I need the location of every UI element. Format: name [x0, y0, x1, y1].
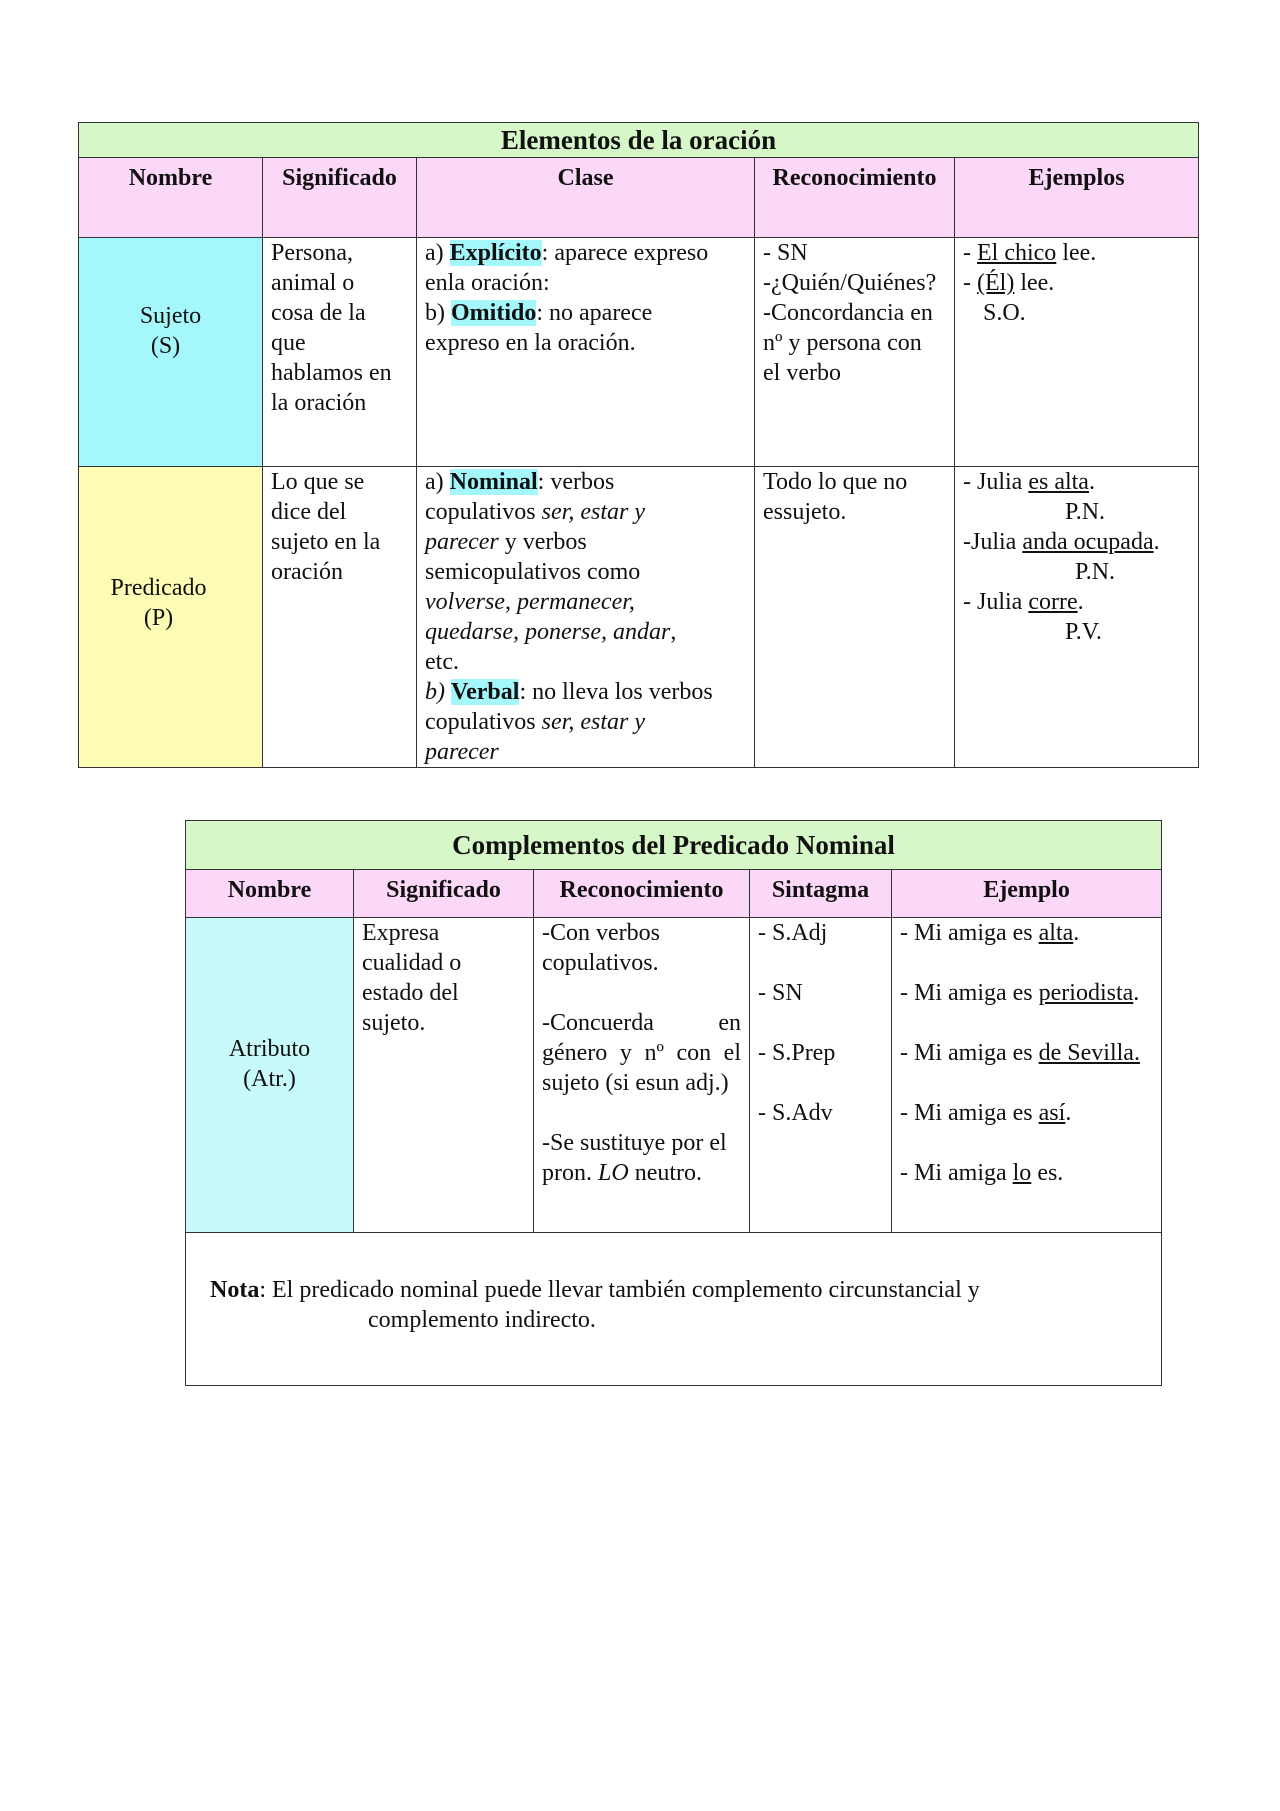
table-title: Complementos del Predicado Nominal: [186, 821, 1162, 870]
sintagma-item: - S.Adj: [758, 920, 828, 946]
sintagma-item: - SN: [758, 980, 803, 1006]
sujeto-name: Sujeto: [139, 303, 202, 329]
text-line: Expresa: [362, 920, 440, 946]
table-row-sujeto: [79, 238, 1199, 467]
text-line: sujeto en la: [271, 529, 381, 555]
underlined-predicate: corre: [1028, 589, 1078, 615]
text-line: cosa de la: [271, 300, 366, 326]
text-line: essujeto.: [763, 499, 847, 525]
text-line: Lo que se: [271, 469, 365, 495]
text-line: género y nº con el: [542, 1040, 741, 1066]
predicado-clase: [417, 467, 755, 768]
text-fragment: : no aparece: [536, 300, 653, 326]
text-fragment: - Mi amiga es: [900, 980, 1039, 1006]
text-fragment: - Mi amiga es: [900, 1040, 1039, 1066]
text-line: animal o: [271, 270, 355, 296]
underlined-subject: (Él): [977, 270, 1015, 296]
predicado-significado: [263, 467, 417, 768]
text-line: semicopulativos como: [425, 559, 641, 585]
text-line: sujeto.: [362, 1010, 426, 1036]
text-fragment: .: [1065, 1100, 1072, 1126]
sujeto-name-cell: [79, 238, 263, 467]
atributo-sintagma: [750, 918, 892, 1233]
text-fragment: neutro.: [628, 1160, 702, 1186]
predicado-name-cell: [79, 467, 263, 768]
text-line: sujeto (si esun adj.): [542, 1070, 729, 1096]
sujeto-ejemplos: [955, 238, 1199, 467]
underlined-attribute: periodista: [1038, 980, 1134, 1006]
text-fragment: .: [1088, 469, 1095, 495]
text-fragment: - Mi amiga es: [900, 920, 1039, 946]
italic-verbs: parecer: [425, 739, 499, 765]
text-fragment: -: [963, 270, 977, 296]
atributo-abbr: (Atr.): [243, 1066, 296, 1092]
header-significado: Significado: [354, 870, 534, 918]
text-line: -Concordancia en: [763, 300, 933, 326]
elementos-table: [78, 122, 1199, 768]
atributo-name: Atributo: [228, 1036, 311, 1062]
text-fragment: .: [1133, 980, 1140, 1006]
header-significado: Significado: [263, 158, 417, 238]
italic-verbs: ser, estar y: [541, 709, 645, 735]
text-fragment: .: [1073, 920, 1080, 946]
text-fragment: y verbos: [498, 529, 587, 555]
sujeto-abbr: (S): [150, 333, 181, 359]
underlined-attribute: alta: [1038, 920, 1074, 946]
nota-cell: [186, 1233, 1162, 1386]
tag-so: S.O.: [983, 300, 1026, 326]
tag-pn: P.N.: [1075, 559, 1116, 585]
nota-label: Nota: [210, 1277, 260, 1303]
text-line: etc.: [425, 649, 459, 675]
underlined-attribute: así: [1038, 1100, 1066, 1126]
table-row-nota: [186, 1233, 1162, 1386]
predicado-ejemplos: [955, 467, 1199, 768]
text-fragment: b): [425, 300, 451, 326]
italic-verbs: parecer: [425, 529, 499, 555]
complementos-table: [185, 820, 1162, 1386]
text-fragment: ,: [670, 619, 677, 645]
italic-verbs: volverse, permanecer,: [425, 589, 635, 615]
text-fragment: b): [425, 679, 451, 705]
table-row-atributo: [186, 918, 1162, 1233]
text-line: dice del: [271, 499, 347, 525]
predicado-reconocimiento: [755, 467, 955, 768]
header-sintagma: Sintagma: [750, 870, 892, 918]
header-reconocimiento: Reconocimiento: [755, 158, 955, 238]
text-line: estado del: [362, 980, 459, 1006]
sujeto-clase: [417, 238, 755, 467]
text-fragment: : aparece expreso: [541, 240, 709, 266]
sintagma-item: - S.Prep: [758, 1040, 836, 1066]
text-fragment: copulativos: [425, 499, 542, 525]
underlined-predicate: es alta: [1028, 469, 1089, 495]
underlined-subject: El chico: [977, 240, 1057, 266]
table-title: Elementos de la oración: [79, 123, 1199, 158]
text-line: expreso en la oración.: [425, 330, 636, 356]
nota-line-1: : El predicado nominal puede llevar también complemento circunstancial y: [259, 1277, 980, 1303]
header-nombre: Nombre: [186, 870, 354, 918]
underlined-attribute: lo: [1012, 1160, 1032, 1186]
atributo-significado: [354, 918, 534, 1233]
text-fragment: - Julia: [963, 469, 1029, 495]
text-fragment: a): [425, 240, 450, 266]
text-line: el verbo: [763, 360, 841, 386]
atributo-reconocimiento: [534, 918, 750, 1233]
tag-pv: P.V.: [1065, 619, 1102, 645]
predicado-abbr: (P): [143, 605, 174, 631]
text-fragment: : no lleva los verbos: [519, 679, 713, 705]
text-line: -Concuerda en: [542, 1010, 741, 1036]
header-reconocimiento: Reconocimiento: [534, 870, 750, 918]
text-fragment: a): [425, 469, 450, 495]
sintagma-item: - S.Adv: [758, 1100, 833, 1126]
text-fragment: - Mi amiga es: [900, 1100, 1039, 1126]
text-fragment: .: [1077, 589, 1084, 615]
term-explicito: Explícito: [449, 240, 542, 266]
text-line: -¿Quién/Quiénes?: [763, 270, 937, 296]
text-line: - SN: [763, 240, 808, 266]
text-line: Todo lo que no: [763, 469, 908, 495]
header-clase: Clase: [417, 158, 755, 238]
text-fragment: lee.: [1056, 240, 1097, 266]
text-fragment: .: [1153, 529, 1160, 555]
sujeto-reconocimiento: [755, 238, 955, 467]
text-line: Persona,: [271, 240, 353, 266]
text-fragment: pron.: [542, 1160, 598, 1186]
italic-verbs: quedarse, ponerse, andar: [425, 619, 671, 645]
sujeto-significado: [263, 238, 417, 467]
text-line: la oración: [271, 390, 367, 416]
nota-line-2: complemento indirecto.: [368, 1307, 596, 1333]
text-line: enla oración:: [425, 270, 550, 296]
italic-verbs: ser, estar y: [541, 499, 645, 525]
predicado-name: Predicado: [110, 575, 207, 601]
term-nominal: Nominal: [449, 469, 538, 495]
text-line: que: [271, 330, 306, 356]
tag-pn: P.N.: [1065, 499, 1106, 525]
header-ejemplo: Ejemplo: [892, 870, 1162, 918]
text-fragment: copulativos: [425, 709, 542, 735]
header-nombre: Nombre: [79, 158, 263, 238]
text-line: copulativos.: [542, 950, 659, 976]
underlined-predicate: anda ocupada: [1022, 529, 1154, 555]
text-line: oración: [271, 559, 343, 585]
term-verbal: Verbal: [451, 679, 520, 705]
text-line: -Con verbos: [542, 920, 660, 946]
text-line: nº y persona con: [763, 330, 922, 356]
text-fragment: - Mi amiga: [900, 1160, 1013, 1186]
text-fragment: : verbos: [537, 469, 615, 495]
italic-pronoun: LO: [598, 1160, 629, 1186]
text-line: -Se sustituye por el: [542, 1130, 727, 1156]
table-row-predicado: [79, 467, 1199, 768]
text-line: hablamos en: [271, 360, 392, 386]
term-omitido: Omitido: [451, 300, 537, 326]
text-line: cualidad o: [362, 950, 462, 976]
text-fragment: -Julia: [963, 529, 1023, 555]
atributo-name-cell: [186, 918, 354, 1233]
header-ejemplos: Ejemplos: [955, 158, 1199, 238]
underlined-attribute: de Sevilla.: [1038, 1040, 1140, 1066]
text-fragment: - Julia: [963, 589, 1029, 615]
text-fragment: es.: [1031, 1160, 1064, 1186]
atributo-ejemplo: [892, 918, 1162, 1233]
text-fragment: -: [963, 240, 977, 266]
text-fragment: lee.: [1014, 270, 1055, 296]
